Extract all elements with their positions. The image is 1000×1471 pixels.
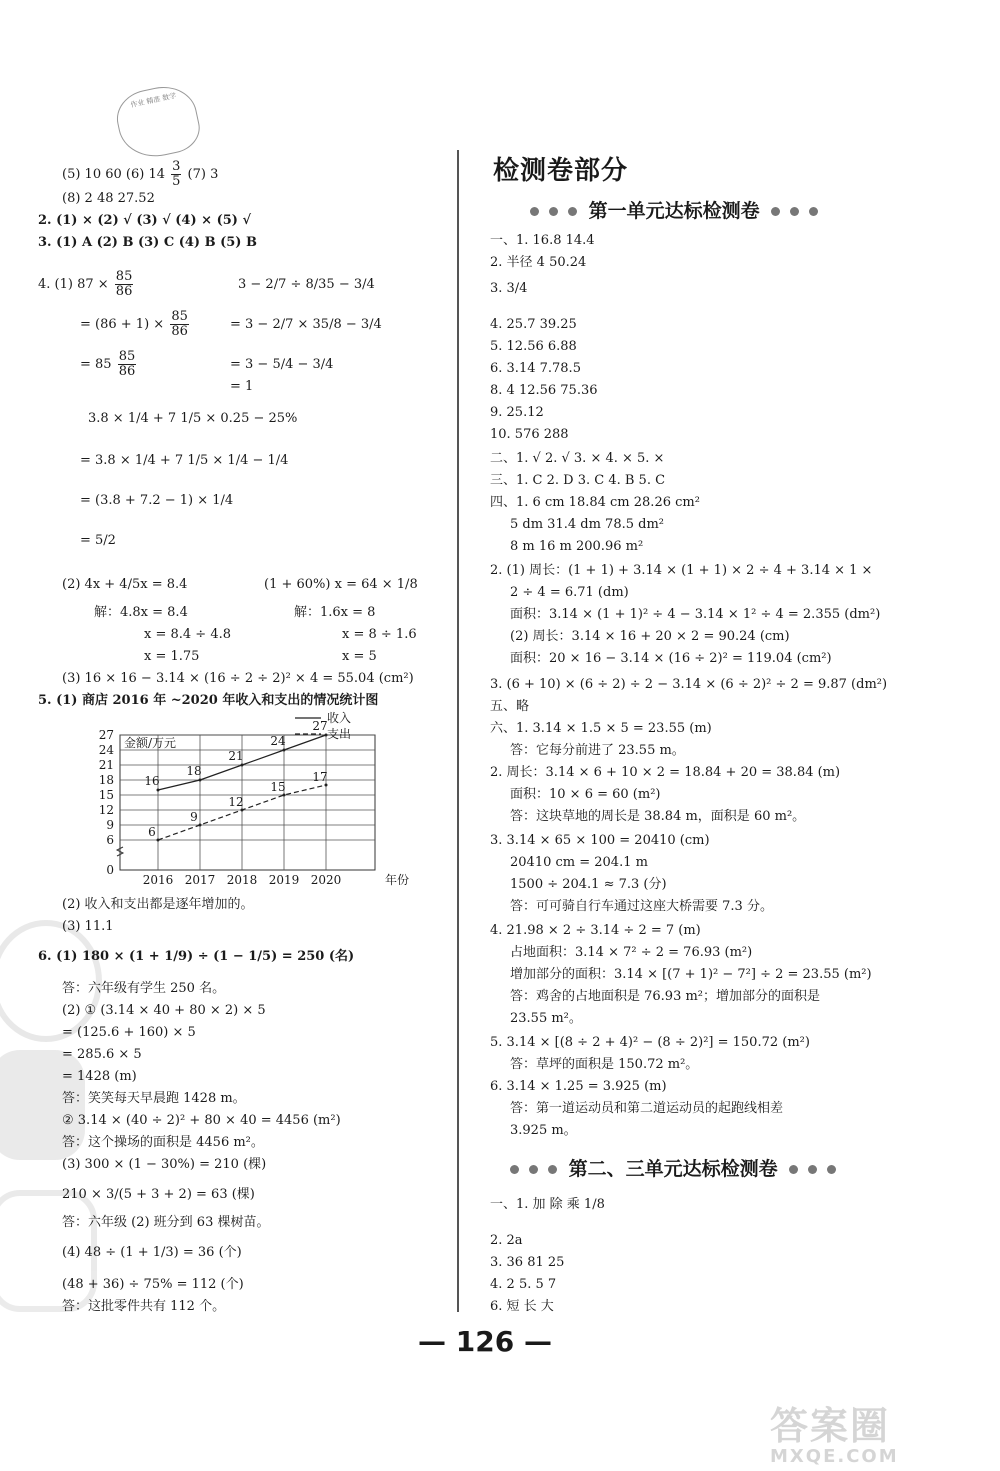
- q5-answer-3: (3) 11.1: [62, 919, 114, 934]
- data-label: 17: [312, 770, 328, 784]
- unit2-answer-line: 2. 2a: [490, 1233, 523, 1248]
- unit1-answer-line: 答：草坪的面积是 150.72 m²。: [510, 1057, 699, 1072]
- income-expense-chart: [90, 710, 410, 890]
- y-tick-label: 12: [98, 803, 114, 817]
- q5-answer-2: (2) 收入和支出都是逐年增加的。: [62, 897, 254, 912]
- q6-line-12: 答：六年级 (2) 班分到 63 棵树苗。: [62, 1215, 270, 1230]
- unit1-answer-line: 10. 576 288: [490, 427, 569, 442]
- q6-line-9: 答：这个操场的面积是 4456 m²。: [62, 1135, 264, 1150]
- unit1-answer-line: 六、1. 3.14 × 1.5 × 5 = 23.55 (m): [490, 721, 712, 736]
- x-tick-label: 2020: [310, 873, 342, 887]
- data-point: [199, 779, 202, 782]
- unit1-answer-line: 四、1. 6 cm 18.84 cm 28.26 cm²: [490, 495, 700, 510]
- left-line-3: 2. (1) × (2) √ (3) √ (4) × (5) √: [38, 213, 251, 228]
- y-tick-label: 6: [106, 833, 114, 847]
- unit1-answer-line: 占地面积：3.14 × 7² ÷ 2 = 76.93 (m²): [510, 945, 753, 960]
- q6-line-3: (2) ① (3.14 × 40 + 80 × 2) × 5: [62, 1003, 266, 1018]
- unit1-answer-line: 五、略: [490, 699, 530, 714]
- legend-label: 支出: [327, 727, 352, 741]
- unit1-answer-line: 2 ÷ 4 = 6.71 (dm): [510, 585, 629, 600]
- data-point: [283, 749, 286, 752]
- q6-line-8: ② 3.14 × (40 ÷ 2)² + 80 × 40 = 4456 (m²): [62, 1113, 341, 1128]
- stamp-logo: 作业 精准 数学: [112, 80, 204, 163]
- unit1-answer-line: 面积：3.14 × (1 + 1)² ÷ 4 − 3.14 × 1² ÷ 4 = 2.355 (dm²): [510, 607, 881, 622]
- data-label: 15: [270, 780, 286, 794]
- left-line-1: (5) 10 60 (6) 14 $\frac{3}{5}$ (7) 3: [62, 159, 219, 189]
- eq-right-2: 解：1.6x = 8: [294, 605, 376, 620]
- data-label: 27: [312, 719, 328, 733]
- eq-left-3: x = 8.4 ÷ 4.8: [144, 627, 231, 642]
- unit1-answer-line: 面积：20 × 16 − 3.14 × (16 ÷ 2)² = 119.04 (cm²): [510, 651, 832, 666]
- unit2-answer-line: 6. 短 长 大: [490, 1299, 554, 1314]
- y-tick-label: 15: [98, 788, 114, 802]
- axis-break-mark: [117, 847, 123, 856]
- x-tick-label: 2017: [184, 873, 216, 887]
- unit1-answer-line: 2. 周长：3.14 × 6 + 10 × 2 = 18.84 + 20 = 38.84 (m): [490, 765, 841, 780]
- y-tick-label: 24: [98, 743, 114, 757]
- q6-line-1: 6. (1) 180 × (1 + 1/9) ÷ (1 − 1/5) = 250 (名): [38, 949, 355, 964]
- x-tick-label: 2019: [268, 873, 300, 887]
- q4-right-3: = 3 − 5/4 − 3/4: [230, 357, 334, 372]
- x-axis-label: 年份: [385, 873, 410, 887]
- data-label: 6: [148, 825, 156, 839]
- q4-left-1: 4. (1) 87 × $\frac{85}{86}$: [38, 269, 133, 299]
- unit1-answer-line: 8 m 16 m 200.96 m²: [510, 539, 644, 554]
- data-point: [241, 764, 244, 767]
- q4-mid-1: 3.8 × 1/4 + 7 1/5 × 0.25 − 25%: [88, 411, 298, 426]
- unit1-answer-line: 23.55 m²。: [510, 1011, 582, 1026]
- data-point: [199, 824, 202, 827]
- unit1-answer-line: 3. (6 + 10) × (6 ÷ 2) ÷ 2 − 3.14 × (6 ÷ 2)² ÷ 2 = 9.87 (dm²): [490, 677, 888, 692]
- unit1-answer-line: 5. 12.56 6.88: [490, 339, 577, 354]
- q6-line-7: 答：笑笑每天早晨跑 1428 m。: [62, 1091, 246, 1106]
- y-axis-label: 金额/万元: [124, 736, 177, 750]
- unit1-answer-line: 1500 ÷ 204.1 ≈ 7.3 (分): [510, 877, 667, 892]
- legend-label: 收入: [327, 711, 352, 725]
- q6-line-6: = 1428 (m): [62, 1069, 137, 1084]
- unit1-answer-line: 答：可可骑自行车通过这座大桥需要 7.3 分。: [510, 899, 773, 914]
- q6-line-13: (4) 48 ÷ (1 + 1/3) = 36 (个): [62, 1245, 242, 1260]
- eq-right-1: (1 + 60%) x = 64 × 1/8: [264, 577, 418, 592]
- q6-line-11: 210 × 3/(5 + 3 + 2) = 63 (棵): [62, 1187, 255, 1202]
- q6-line-5: = 285.6 × 5: [62, 1047, 142, 1062]
- unit2-answer-line: 4. 2 5. 5 7: [490, 1277, 557, 1292]
- unit1-heading: 第一单元达标检测卷: [525, 196, 823, 223]
- y-tick-label: 18: [98, 773, 114, 787]
- unit2-heading: 第二、三单元达标检测卷: [505, 1154, 841, 1181]
- q5-title: 5. (1) 商店 2016 年 ~2020 年收入和支出的情况统计图: [38, 693, 379, 708]
- unit1-answer-line: 8. 4 12.56 75.36: [490, 383, 598, 398]
- q6-line-2: 答：六年级有学生 250 名。: [62, 981, 226, 996]
- y-tick-label: 27: [98, 728, 114, 742]
- unit1-answer-line: 面积：10 × 6 = 60 (m²): [510, 787, 661, 802]
- data-label: 21: [228, 749, 244, 763]
- x-tick-label: 2016: [142, 873, 174, 887]
- q4-right-2: = 3 − 2/7 × 35/8 − 3/4: [230, 317, 382, 332]
- q6-line-10: (3) 300 × (1 − 30%) = 210 (棵): [62, 1157, 267, 1172]
- q4-mid-4: = 5/2: [80, 533, 116, 548]
- unit2-answer-line: 3. 36 81 25: [490, 1255, 565, 1270]
- data-label: 12: [228, 795, 244, 809]
- eq-left-4: x = 1.75: [144, 649, 200, 664]
- unit1-answer-line: 6. 3.14 × 1.25 = 3.925 (m): [490, 1079, 667, 1094]
- unit1-answer-line: 答：它每分前进了 23.55 m。: [510, 743, 685, 758]
- unit1-answer-line: 一、1. 16.8 14.4: [490, 233, 595, 248]
- eq-left-1: (2) 4x + 4/5x = 8.4: [62, 577, 188, 592]
- unit1-answer-line: 答：第一道运动员和第二道运动员的起跑线相差: [510, 1101, 784, 1116]
- q6-line-15: 答：这批零件共有 112 个。: [62, 1299, 226, 1314]
- unit1-answer-line: 6. 3.14 7.78.5: [490, 361, 581, 376]
- q6-line-4: = (125.6 + 160) × 5: [62, 1025, 196, 1040]
- q4-right-4: = 1: [230, 379, 254, 394]
- data-label: 18: [186, 764, 202, 778]
- y-tick-label: 9: [106, 818, 114, 832]
- q6-line-14: (48 + 36) ÷ 75% = 112 (个): [62, 1277, 244, 1292]
- unit1-answer-line: (2) 周长：3.14 × 16 + 20 × 2 = 90.24 (cm): [510, 629, 790, 644]
- y-tick-label: 21: [98, 758, 114, 772]
- unit1-answer-line: 3. 3/4: [490, 281, 528, 296]
- unit1-answer-line: 20410 cm = 204.1 m: [510, 855, 648, 870]
- unit1-answer-line: 3.925 m。: [510, 1123, 577, 1138]
- unit1-answer-line: 5 dm 31.4 dm 78.5 dm²: [510, 517, 664, 532]
- q4-mid-2: = 3.8 × 1/4 + 7 1/5 × 1/4 − 1/4: [80, 453, 289, 468]
- unit1-answer-line: 4. 25.7 39.25: [490, 317, 577, 332]
- unit1-answer-line: 4. 21.98 × 2 ÷ 3.14 ÷ 2 = 7 (m): [490, 923, 701, 938]
- page-number: — 126 —: [418, 1325, 552, 1358]
- section-title: 检测卷部分: [493, 156, 629, 186]
- eq-left-2: 解：4.8x = 8.4: [94, 605, 188, 620]
- eq-right-3: x = 8 ÷ 1.6: [342, 627, 417, 642]
- eq-right-4: x = 5: [342, 649, 377, 664]
- unit1-answer-line: 三、1. C 2. D 3. C 4. B 5. C: [490, 473, 666, 488]
- y-tick-label: 0: [106, 863, 114, 877]
- data-label: 9: [190, 810, 198, 824]
- unit2-answer-line: 一、1. 加 除 乘 1/8: [490, 1197, 605, 1212]
- unit1-answer-line: 9. 25.12: [490, 405, 544, 420]
- unit1-answer-line: 3. 3.14 × 65 × 100 = 20410 (cm): [490, 833, 710, 848]
- data-point: [157, 789, 160, 792]
- eq-line-5: (3) 16 × 16 − 3.14 × (16 ÷ 2 ÷ 2)² × 4 = 55.04 (cm²): [62, 671, 414, 686]
- unit1-answer-line: 增加部分的面积：3.14 × [(7 + 1)² − 7²] ÷ 2 = 23.55 (m²): [510, 967, 872, 982]
- q4-mid-3: = (3.8 + 7.2 − 1) × 1/4: [80, 493, 234, 508]
- unit1-answer-line: 2. (1) 周长：(1 + 1) + 3.14 × (1 + 1) × 2 ÷ 4 + 3.14 × 1 ×: [490, 563, 873, 578]
- unit1-answer-line: 2. 半径 4 50.24: [490, 255, 587, 270]
- data-label: 24: [270, 734, 286, 748]
- q4-left-2: = (86 + 1) × $\frac{85}{86}$: [80, 309, 188, 339]
- left-line-4: 3. (1) A (2) B (3) C (4) B (5) B: [38, 235, 257, 250]
- watermark-logo: 答案圈 MXQE.COM: [770, 1404, 899, 1467]
- unit1-answer-line: 5. 3.14 × [(8 ÷ 2 + 4)² − (8 ÷ 2)²] = 150.72 (m²): [490, 1035, 810, 1050]
- x-tick-label: 2018: [226, 873, 258, 887]
- q4-left-3: = 85 $\frac{85}{86}$: [80, 349, 136, 379]
- column-divider: [457, 150, 459, 1312]
- data-label: 16: [144, 774, 160, 788]
- left-line-2: (8) 2 48 27.52: [62, 191, 155, 206]
- q4-right-1: 3 − 2/7 ÷ 8/35 − 3/4: [238, 277, 375, 292]
- unit1-answer-line: 二、1. √ 2. √ 3. × 4. × 5. ×: [490, 451, 665, 466]
- unit1-answer-line: 答：鸡舍的占地面积是 76.93 m²；增加部分的面积是: [510, 989, 821, 1004]
- unit1-answer-line: 答：这块草地的周长是 38.84 m，面积是 60 m²。: [510, 809, 806, 824]
- data-point: [157, 839, 160, 842]
